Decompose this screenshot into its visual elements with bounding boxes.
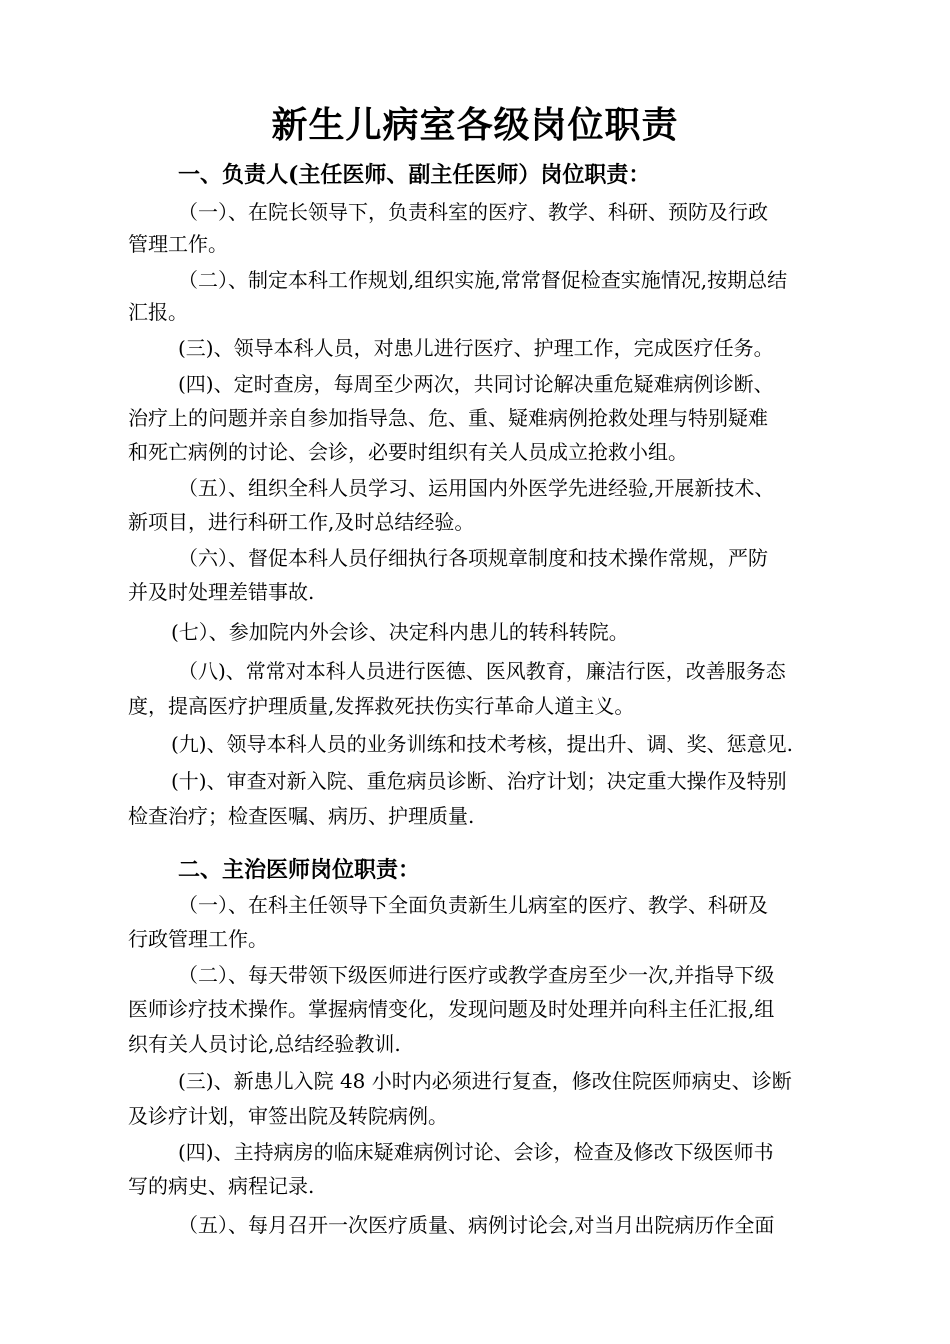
- paragraph-line: (七）、参加院内外会诊、决定科内患儿的转科转院。: [171, 620, 629, 644]
- paragraph-line: 及诊疗计划，审签出院及转院病例。: [128, 1104, 448, 1128]
- paragraph-line: 检查治疗；检查医嘱、病历、护理质量.: [128, 804, 475, 828]
- paragraph-line: （五）、每月召开一次医疗质量、病例讨论会,对当月出院病历作全面: [178, 1213, 775, 1237]
- paragraph-line: (四)、主持病房的临床疑难病例讨论、会诊，检查及修改下级医师书: [178, 1140, 774, 1164]
- paragraph-line: 度，提高医疗护理质量,发挥救死扶伤实行革命人道主义。: [128, 694, 635, 718]
- paragraph-line: (九)、领导本科人员的业务训练和技术考核，提出升、调、奖、惩意见.: [171, 732, 793, 756]
- section-heading-1: 一、负责人(主任医师、副主任医师）岗位职责：: [178, 162, 651, 188]
- paragraph-line: （五）、组织全科人员学习、运用国内外医学先进经验,开展新技术、: [178, 476, 775, 500]
- paragraph-line: （一）、在科主任领导下全面负责新生儿病室的医疗、教学、科研及: [178, 893, 768, 917]
- paragraph-line: (三)、领导本科人员，对患儿进行医疗、护理工作，完成医疗任务。: [178, 336, 774, 360]
- paragraph-line: (三)、新患儿入院 48 小时内必须进行复查，修改住院医师病史、诊断: [178, 1069, 792, 1093]
- paragraph-line: 写的病史、病程记录.: [128, 1174, 315, 1198]
- paragraph-line: 和死亡病例的讨论、会诊，必要时组织有关人员成立抢救小组。: [128, 440, 688, 464]
- document-title: 新生儿病室各级岗位职责: [271, 104, 679, 146]
- paragraph-line: 行政管理工作。: [128, 927, 268, 951]
- section-heading-2: 二、主治医师岗位职责：: [178, 857, 421, 883]
- paragraph-line: （八)、常常对本科人员进行医德、医风教育，廉洁行医，改善服务态: [178, 659, 786, 683]
- paragraph-line: 治疗上的问题并亲自参加指导急、危、重、疑难病例抢救处理与特别疑难: [128, 406, 768, 430]
- paragraph-line: 管理工作。: [128, 232, 228, 256]
- paragraph-line: （二）、每天带领下级医师进行医疗或教学查房至少一次,并指导下级: [178, 963, 775, 987]
- paragraph-line: (四)、定时查房，每周至少两次，共同讨论解决重危疑难病例诊断、: [178, 372, 774, 396]
- paragraph-line: 并及时处理差错事故.: [128, 580, 315, 604]
- paragraph-line: （六）、督促本科人员仔细执行各项规章制度和技术操作常规，严防: [178, 546, 768, 570]
- paragraph-line: 汇报。: [128, 300, 188, 324]
- paragraph-line: (十)、审查对新入院、重危病员诊断、治疗计划；决定重大操作及特别: [171, 769, 787, 793]
- paragraph-line: 织有关人员讨论,总结经验教训.: [128, 1032, 401, 1056]
- paragraph-line: （一）、在院长领导下，负责科室的医疗、教学、科研、预防及行政: [178, 200, 768, 224]
- paragraph-line: 新项目，进行科研工作,及时总结经验。: [128, 510, 475, 534]
- paragraph-line: 医师诊疗技术操作。掌握病情变化，发现问题及时处理并向科主任汇报,组: [128, 997, 775, 1021]
- paragraph-line: （二）、制定本科工作规划,组织实施,常常督促检查实施情况,按期总结: [178, 268, 788, 292]
